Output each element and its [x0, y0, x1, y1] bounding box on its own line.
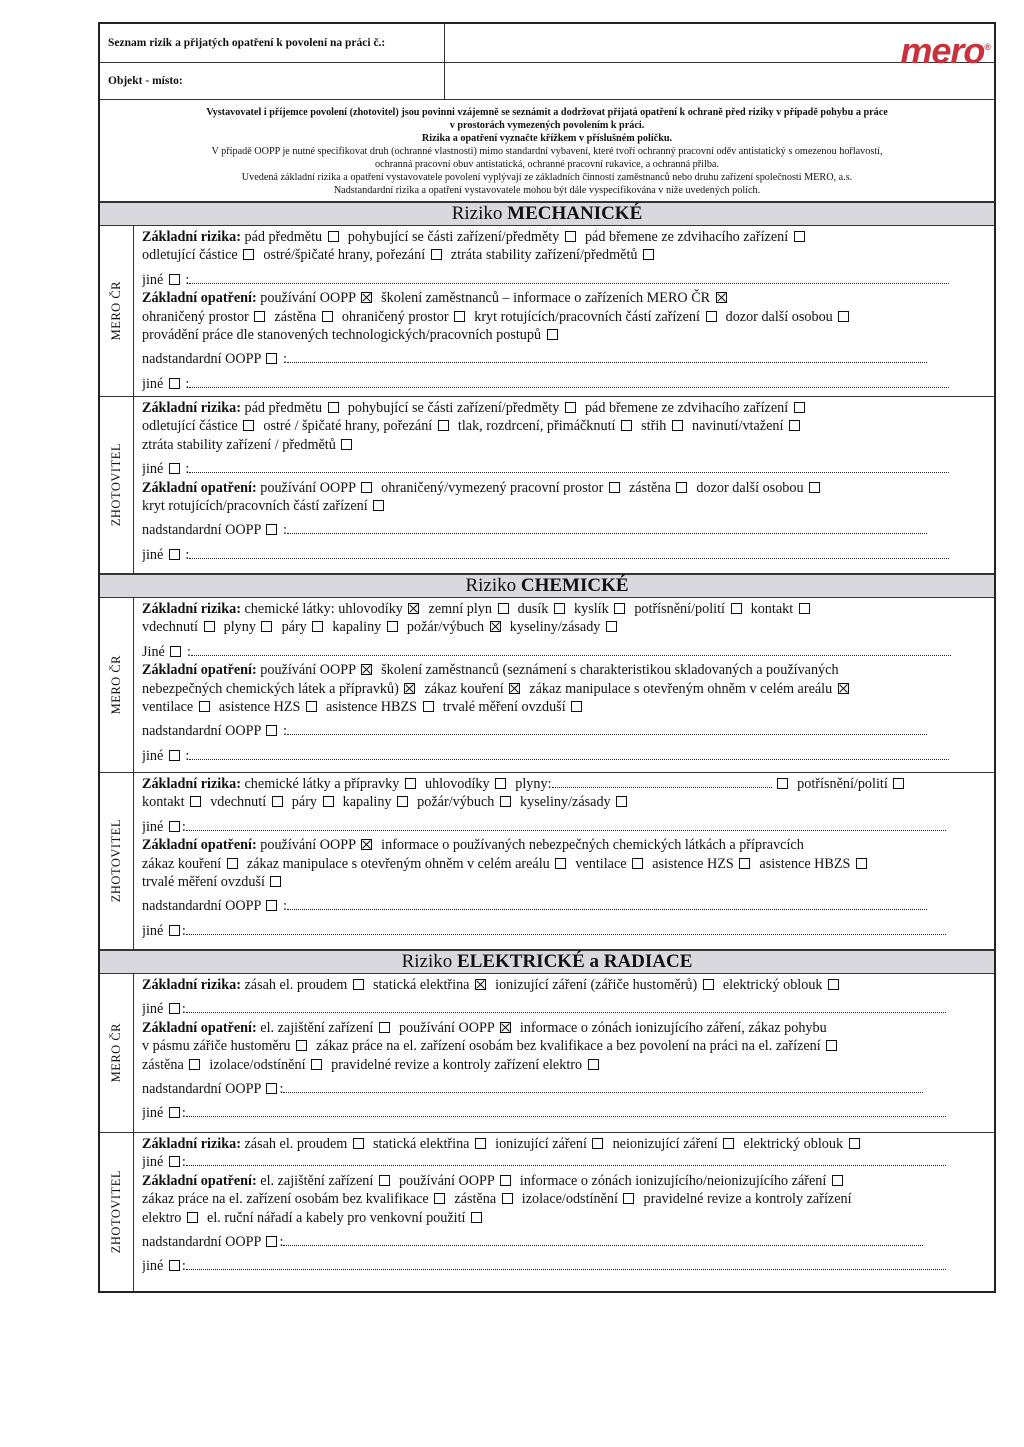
chem-mero-block: MERO ČR Základní rizika: chemické látky: uhlovodíky zemní plyn dusík kyslík potřísnění/polití kontakt vdechnutí plyny páry kapaliny požár/výbuch kyseliny/zásady Jiné : Základní opatření: používání OOPP školení zaměstnanců (seznámení s charakteristikou skladovaných a používaných nebezpečných chemických látek a přípravků) zákaz kouření zákaz manipulace s otevřeným ohněm v celém areálu ventilace asistence HZS asistence HBZS trvalé měření ovzduší nadstandardní OOPP : jiné : — [100, 598, 994, 773]
risk-form — [98, 22, 996, 1293]
checkbox[interactable] — [169, 925, 180, 936]
checkbox[interactable] — [498, 603, 509, 614]
checkbox-checked[interactable] — [361, 839, 372, 850]
checkbox[interactable] — [312, 621, 323, 632]
extra-ppe-field[interactable] — [287, 898, 927, 910]
chem-contractor-block: ZHOTOVITEL Základní rizika: chemické látky a přípravky uhlovodíky plyny: potřísnění/polití kontakt vdechnutí páry kapaliny požár/výbuch kyseliny/zásady jiné : Základní opatření: používání OOPP informace o používaných nebezpečných chemických látkách a přípravcích zákaz kouření zákaz manipulace s otevřeným ohněm v celém areálu ventilace asistence HZS asistence HBZS trvalé měření ovzduší nadstandardní OOPP : jiné : — [100, 773, 994, 950]
checkbox[interactable] — [397, 796, 408, 807]
checkbox[interactable] — [606, 621, 617, 632]
checkbox[interactable] — [434, 1193, 445, 1204]
extra-ppe-field[interactable] — [283, 1234, 923, 1246]
checkbox[interactable] — [621, 420, 632, 431]
side-label-mero: MERO ČR — [100, 598, 134, 772]
checkbox[interactable] — [500, 1175, 511, 1186]
section-title-chemical: Riziko CHEMICKÉ — [100, 574, 994, 598]
checkbox[interactable] — [616, 796, 627, 807]
checkbox[interactable] — [353, 979, 364, 990]
section-title-electrical: Riziko ELEKTRICKÉ a RADIACE — [100, 950, 994, 974]
checkbox[interactable] — [170, 646, 181, 657]
checkbox[interactable] — [311, 1059, 322, 1070]
checkbox[interactable] — [500, 796, 511, 807]
other-field[interactable] — [186, 1001, 946, 1013]
checkbox[interactable] — [893, 778, 904, 789]
checkbox[interactable] — [361, 482, 372, 493]
checkbox[interactable] — [706, 311, 717, 322]
checkbox[interactable] — [270, 876, 281, 887]
other-field[interactable] — [186, 1258, 946, 1270]
checkbox[interactable] — [379, 1175, 390, 1186]
other-field[interactable] — [186, 1105, 946, 1117]
intro-line: Uvedená základní rizika a opatření vystavovatele povolení vyplývají ze základních činností zaměstnanců nebo druhu zařízení společnosti MERO, a.s. — [241, 172, 853, 183]
checkbox[interactable] — [169, 1003, 180, 1014]
checkbox[interactable] — [266, 900, 277, 911]
checkbox[interactable] — [328, 402, 339, 413]
checkbox[interactable] — [571, 701, 582, 712]
checkbox[interactable] — [243, 249, 254, 260]
other-field[interactable] — [189, 748, 949, 760]
object-label: Objekt - místo: — [100, 63, 445, 99]
extra-ppe-field[interactable] — [287, 522, 927, 534]
checkbox[interactable] — [828, 979, 839, 990]
extra-ppe-field[interactable] — [287, 351, 927, 363]
checkbox[interactable] — [353, 1138, 364, 1149]
checkbox[interactable] — [169, 1156, 180, 1167]
other-field[interactable] — [189, 547, 949, 559]
checkbox[interactable] — [789, 420, 800, 431]
checkbox-checked[interactable] — [500, 1022, 511, 1033]
checkbox[interactable] — [565, 231, 576, 242]
checkbox[interactable] — [438, 420, 449, 431]
checkbox[interactable] — [588, 1059, 599, 1070]
checkbox[interactable] — [799, 603, 810, 614]
checkbox[interactable] — [739, 858, 750, 869]
side-label-contractor: ZHOTOVITEL — [100, 1133, 134, 1291]
checkbox[interactable] — [623, 1193, 634, 1204]
checkbox[interactable] — [555, 858, 566, 869]
checkbox[interactable] — [306, 701, 317, 712]
checkbox[interactable] — [614, 603, 625, 614]
checkbox[interactable] — [731, 603, 742, 614]
checkbox[interactable] — [169, 1260, 180, 1271]
checkbox[interactable] — [794, 402, 805, 413]
intro-line: V případě OOPP je nutné specifikovat druh (ochranné vlastnosti) mimo standardní vybavení, které tvoří ochranný pracovní oděv antistatický s omezenou hořlavostí, — [211, 146, 883, 157]
checkbox[interactable] — [169, 378, 180, 389]
checkbox[interactable] — [703, 979, 714, 990]
header-row-list — [100, 24, 994, 71]
checkbox[interactable] — [723, 1138, 734, 1149]
checkbox[interactable] — [254, 311, 265, 322]
checkbox[interactable] — [296, 1040, 307, 1051]
mech-mero-block: MERO ČR Základní rizika: pád předmětu pohybující se části zařízení/předměty pád břemene ze zdvihacího zařízení odletující částice ostré/špičaté hrany, pořezání ztráta stability zařízení/předmětů jiné : Základní opatření: používání OOPP školení zaměstnanců – informace o zařízeních MERO ČR ohraničený prostor zástěna ohraničený prostor kryt rotujících/pracovních částí zařízení dozor další osobou provádění práce dle stanovených technologických/pracovních postupů nadstandardní OOPP : jiné : — [100, 226, 994, 397]
checkbox[interactable] — [169, 1107, 180, 1118]
extra-ppe-field[interactable] — [287, 723, 927, 735]
checkbox-checked[interactable] — [475, 979, 486, 990]
checkbox[interactable] — [169, 463, 180, 474]
intro-line: Vystavovatel i příjemce povolení (zhotovitel) jsou povinni vzájemně se seznámit a dodržovat přijatá opatření k ochraně před riziky v případě pohybu a práce — [206, 107, 888, 118]
checkbox[interactable] — [554, 603, 565, 614]
checkbox[interactable] — [243, 420, 254, 431]
checkbox-checked[interactable] — [716, 292, 727, 303]
checkbox[interactable] — [373, 500, 384, 511]
elec-mero-block: MERO ČR Základní rizika: zásah el. proudem statická elektřina ionizující záření (zářiče hustoměrů) elektrický oblouk jiné : Základní opatření: el. zajištění zařízení používání OOPP informace o zónách ionizujícího záření, zákaz pohybu v pásmu zářiče hustoměru zákaz práce na el. zařízení osobám bez kvalifikace a bez povolení na práci na el. zařízení zástěna izolace/odstínění pravidelné revize a kontroly zařízení elektro nadstandardní OOPP : jiné : — [100, 974, 994, 1133]
checkbox[interactable] — [809, 482, 820, 493]
checkbox[interactable] — [272, 796, 283, 807]
checkbox[interactable] — [341, 439, 352, 450]
checkbox[interactable] — [495, 778, 506, 789]
side-label-contractor: ZHOTOVITEL — [100, 773, 134, 949]
checkbox[interactable] — [266, 725, 277, 736]
checkbox-checked[interactable] — [509, 683, 520, 694]
intro-line: Nadstandardní rizika a opatření vystavovatele mohou být dále vyspecifikována v níže uvedených polích. — [333, 185, 761, 196]
checkbox[interactable] — [672, 420, 683, 431]
checkbox[interactable] — [547, 329, 558, 340]
checkbox[interactable] — [838, 311, 849, 322]
intro-line: ochranná pracovní obuv antistatická, ochranné pracovní rukavice, a ochranná přilba. — [375, 159, 719, 170]
header-row-object — [100, 63, 994, 100]
checkbox[interactable] — [565, 402, 576, 413]
object-field[interactable] — [445, 63, 994, 99]
checkbox[interactable] — [266, 524, 277, 535]
checkbox[interactable] — [189, 1059, 200, 1070]
mech-contractor-block: ZHOTOVITEL Základní rizika: pád předmětu pohybující se části zařízení/předměty pád břemene ze zdvihacího zařízení odletující částice ostré / špičaté hrany, pořezání tlak, rozdrcení, přimáčknutí střih navinutí/vtažení ztráta stability zařízení / předmětů jiné : Základní opatření: používání OOPP ohraničený/vymezený pracovní prostor zástěna dozor další osobou kryt rotujících/pracovních částí zařízení nadstandardní OOPP : jiné : — [100, 397, 994, 574]
checkbox-checked[interactable] — [361, 664, 372, 675]
other-field[interactable] — [186, 1154, 946, 1166]
checkbox[interactable] — [261, 621, 272, 632]
side-label-contractor: ZHOTOVITEL — [100, 397, 134, 573]
checkbox[interactable] — [227, 858, 238, 869]
checkbox[interactable] — [169, 750, 180, 761]
section-title-mechanical: Riziko MECHANICKÉ — [100, 202, 994, 226]
checkbox[interactable] — [849, 1138, 860, 1149]
checkbox-checked[interactable] — [404, 683, 415, 694]
gases-field[interactable] — [552, 776, 772, 788]
checkbox[interactable] — [454, 311, 465, 322]
other-field[interactable] — [186, 923, 946, 935]
checkbox[interactable] — [471, 1212, 482, 1223]
checkbox[interactable] — [405, 778, 416, 789]
elec-contractor-block: ZHOTOVITEL Základní rizika: zásah el. proudem statická elektřina ionizující záření neionizující záření elektrický oblouk jiné : Základní opatření: el. zajištění zařízení používání OOPP informace o zónách ionizujícího/neionizujícího záření zákaz práce na el. zařízení osobám bez kvalifikace zástěna izolace/odstínění pravidelné revize a kontroly zařízení elektro el. ruční nářadí a kabely pro venkovní použití nadstandardní OOPP : jiné : — [100, 1133, 994, 1291]
checkbox[interactable] — [322, 311, 333, 322]
instructions — [100, 100, 994, 202]
checkbox[interactable] — [832, 1175, 843, 1186]
other-field[interactable] — [189, 461, 949, 473]
list-number-field[interactable] — [445, 24, 994, 71]
checkbox[interactable] — [187, 1212, 198, 1223]
checkbox[interactable] — [676, 482, 687, 493]
intro-line: Rizika a opatření vyznačte křížkem v příslušném políčku. — [421, 133, 673, 144]
other-field[interactable] — [186, 819, 946, 831]
checkbox[interactable] — [190, 796, 201, 807]
checkbox-checked[interactable] — [838, 683, 849, 694]
other-field[interactable] — [191, 644, 951, 656]
extra-ppe-field[interactable] — [283, 1081, 923, 1093]
other-field[interactable] — [189, 272, 949, 284]
checkbox[interactable] — [199, 701, 210, 712]
checkbox-checked[interactable] — [408, 603, 419, 614]
checkbox[interactable] — [475, 1138, 486, 1149]
checkbox[interactable] — [169, 274, 180, 285]
checkbox[interactable] — [643, 249, 654, 260]
checkbox[interactable] — [387, 621, 398, 632]
checkbox[interactable] — [169, 821, 180, 832]
checkbox[interactable] — [266, 1083, 277, 1094]
checkbox[interactable] — [266, 1236, 277, 1247]
checkbox[interactable] — [777, 778, 788, 789]
checkbox[interactable] — [794, 231, 805, 242]
checkbox[interactable] — [266, 353, 277, 364]
mero-logo: mero® — [900, 30, 990, 71]
checkbox[interactable] — [609, 482, 620, 493]
checkbox-checked[interactable] — [361, 292, 372, 303]
checkbox[interactable] — [632, 858, 643, 869]
checkbox[interactable] — [323, 796, 334, 807]
checkbox[interactable] — [379, 1022, 390, 1033]
checkbox[interactable] — [592, 1138, 603, 1149]
checkbox[interactable] — [826, 1040, 837, 1051]
checkbox[interactable] — [169, 549, 180, 560]
list-number-label: Seznam rizik a přijatých opatření k povolení na práci č.: — [100, 24, 445, 62]
checkbox[interactable] — [423, 701, 434, 712]
side-label-mero: MERO ČR — [100, 974, 134, 1132]
checkbox[interactable] — [502, 1193, 513, 1204]
other-field[interactable] — [189, 376, 949, 388]
side-label-mero: MERO ČR — [100, 226, 134, 396]
checkbox[interactable] — [856, 858, 867, 869]
checkbox[interactable] — [328, 231, 339, 242]
checkbox[interactable] — [204, 621, 215, 632]
checkbox-checked[interactable] — [490, 621, 501, 632]
checkbox[interactable] — [431, 249, 442, 260]
intro-line: v prostorách vymezených povolením k práci. — [449, 120, 645, 131]
